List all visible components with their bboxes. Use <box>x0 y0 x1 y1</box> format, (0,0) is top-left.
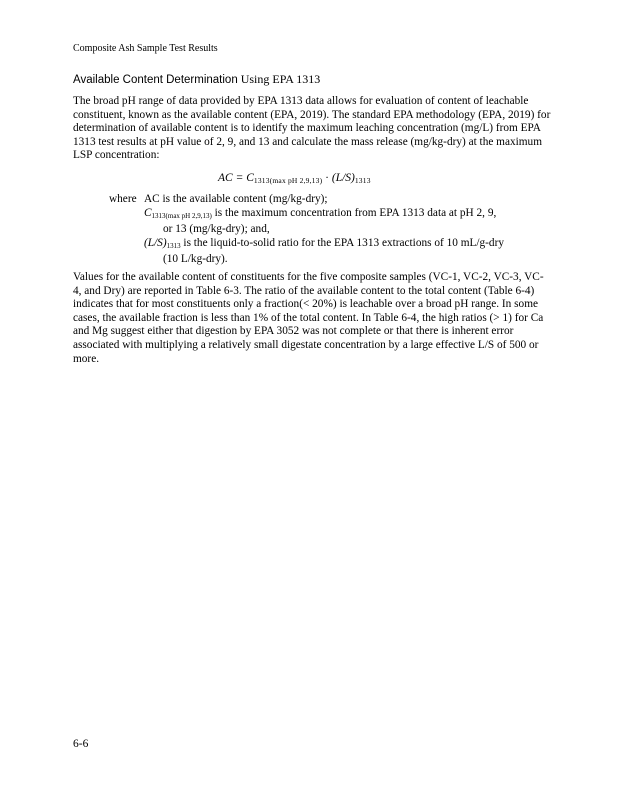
definition-c <box>109 207 554 224</box>
definition-c-continuation: or 13 (mg/kg-dry); and, <box>163 223 270 236</box>
available-content-equation <box>218 171 371 188</box>
equation-lhs: AC = <box>218 172 247 184</box>
equation-ls-symbol: (L/S) <box>331 172 355 184</box>
equation-c-subscript: 1313(max pH 2,9,13) <box>253 176 323 185</box>
section-heading-main: Available Content Determination <box>73 74 238 86</box>
definition-ac-text: AC is the available content (mg/kg-dry); <box>144 193 328 205</box>
definition-ls-text-line1: is the liquid-to-solid ratio for the EPA 1313 extractions of 10 mL/g-dry <box>180 236 504 249</box>
equation-c-symbol: C <box>246 172 254 184</box>
definition-ac <box>109 193 554 207</box>
definition-c-subscript: 1313(max pH 2,9,13) <box>151 211 212 220</box>
page-number: 6-6 <box>73 738 89 750</box>
section-heading-tail: Using EPA 1313 <box>237 72 321 86</box>
equation-ls-subscript: 1313 <box>354 176 371 185</box>
equation-definitions <box>109 193 554 267</box>
definition-ls-subscript: 1313 <box>166 241 181 250</box>
definition-c-symbol: C <box>144 206 152 219</box>
equation-dot: · <box>322 172 332 184</box>
definition-c-text-line1: is the maximum concentration from EPA 1313 data at pH 2, 9, <box>211 206 497 219</box>
definition-ls-symbol: (L/S) <box>144 236 167 249</box>
section-heading <box>73 72 320 87</box>
running-header: Composite Ash Sample Test Results <box>73 43 218 54</box>
results-paragraph: Values for the available content of constituents for the five composite samples (VC-1, VC-2, VC-3, VC-4, and Dry) are reported in Table 6-3. The ratio of the available content to the total content (Table 6-4) indicates that for most constituents only a fraction(< 20%) is leachable over a broad pH range. In some cases, the available fraction is less than 1% of the total content. In Table 6-4, the high ratios (> 1) for Ca and Mg suggest either that digestion by EPA 3052 was not complete or that there is inherent error associated with multiplying a relatively small digestate concentration by a large effective L/S of 500 or more. <box>73 271 544 365</box>
definition-ls <box>109 237 554 254</box>
where-label: where <box>109 193 137 205</box>
intro-paragraph: The broad pH range of data provided by EPA 1313 data allows for evaluation of content of leachable constituent, known as the available content (EPA, 2019). The standard EPA methodology (EPA, 2019) for determination of available content is to identify the maximum leaching concentration (mg/L) from EPA 1313 test results at pH value of 2, 9, and 13 and calculate the mass release (mg/kg-dry) at the maximum LSP concentration: <box>73 95 551 162</box>
definition-ls-continuation: (10 L/kg-dry). <box>163 253 228 266</box>
